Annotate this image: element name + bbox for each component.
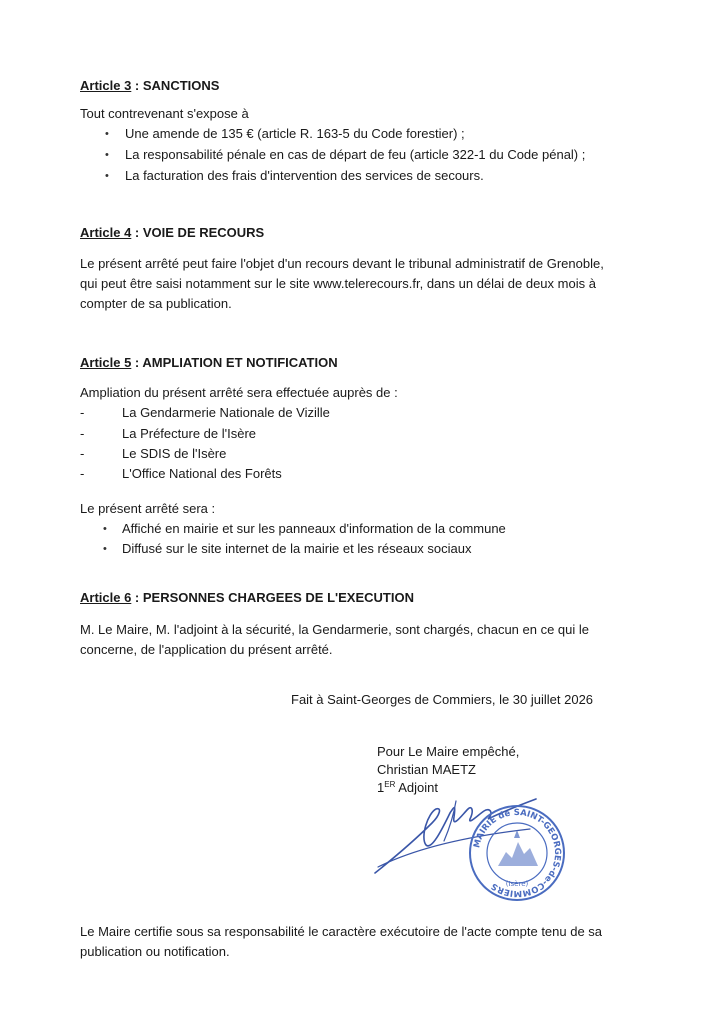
article5-title: AMPLIATION ET NOTIFICATION	[142, 355, 338, 370]
bullet-icon: •	[103, 523, 107, 535]
article3-heading	[80, 78, 219, 93]
article6-title: PERSONNES CHARGEES DE L'EXECUTION	[142, 590, 414, 605]
article5-intro2: Le présent arrêté sera :	[80, 501, 216, 516]
recipient-item: La Préfecture de l'Isère	[122, 426, 256, 441]
article6-heading	[80, 590, 414, 605]
bullet-icon: •	[105, 170, 109, 182]
bullet-icon: •	[103, 543, 107, 555]
rank-word: Adjoint	[395, 780, 439, 795]
article5-heading	[80, 355, 338, 370]
article5-intro: Ampliation du présent arrêté sera effectuée auprès de :	[80, 385, 398, 400]
rank-number: 1	[377, 780, 385, 795]
bullet-icon: •	[105, 149, 109, 161]
signatory-title: Pour Le Maire empêché,	[377, 744, 520, 759]
article4-sep: :	[131, 225, 143, 240]
recipient-item: Le SDIS de l'Isère	[122, 446, 227, 461]
article3-item: La facturation des frais d'intervention des services de secours.	[125, 168, 484, 183]
article6-sep: :	[131, 590, 143, 605]
place-date: Fait à Saint-Georges de Commiers, le 30 juillet 2026	[291, 692, 594, 707]
dash-marker: -	[80, 446, 85, 461]
article3-number: Article 3	[80, 78, 132, 93]
article4-line: compter de sa publication.	[80, 296, 232, 311]
recipient-item: La Gendarmerie Nationale de Vizille	[122, 405, 330, 420]
article4-line: qui peut être saisi notamment sur le site www.telerecours.fr, dans un délai de deux mois à	[80, 276, 596, 291]
action-item: Affiché en mairie et sur les panneaux d'information de la commune	[122, 521, 506, 536]
svg-text:MAIRIE de SAINT-GEORGES-de-COM: MAIRIE de SAINT-GEORGES-de-COMMIERS	[472, 807, 563, 899]
svg-text:(Isère): (Isère)	[505, 880, 529, 888]
article4-line: Le présent arrêté peut faire l'objet d'un recours devant le tribunal administratif de Grenoble,	[80, 256, 604, 271]
footer-line: Le Maire certifie sous sa responsabilité le caractère exécutoire de l'acte compte tenu de sa	[80, 924, 603, 939]
article3-item: La responsabilité pénale en cas de départ de feu (article 322-1 du Code pénal) ;	[125, 147, 586, 162]
municipal-stamp	[468, 804, 566, 902]
article4-title: VOIE DE RECOURS	[142, 225, 265, 240]
article4-heading	[80, 225, 264, 240]
recipient-item: L'Office National des Forêts	[122, 466, 282, 481]
dash-marker: -	[80, 405, 85, 420]
article4-number: Article 4	[80, 225, 132, 240]
article3-title: SANCTIONS	[142, 78, 220, 93]
dash-marker: -	[80, 426, 85, 441]
article6-line: concerne, de l'application du présent arrêté.	[80, 642, 333, 657]
signatory-name: Christian MAETZ	[377, 762, 476, 777]
article6-number: Article 6	[80, 590, 132, 605]
rank-superscript: ER	[384, 780, 396, 789]
article5-sep: :	[131, 355, 143, 370]
article3-item: Une amende de 135 € (article R. 163-5 du Code forestier) ;	[125, 126, 465, 141]
article3-sep: :	[131, 78, 143, 93]
dash-marker: -	[80, 466, 85, 481]
footer-line: publication ou notification.	[80, 944, 230, 959]
article5-number: Article 5	[80, 355, 132, 370]
bullet-icon: •	[105, 128, 109, 140]
action-item: Diffusé sur le site internet de la mairie et les réseaux sociaux	[122, 541, 472, 556]
article6-line: M. Le Maire, M. l'adjoint à la sécurité, la Gendarmerie, sont chargés, chacun en ce qui le	[80, 622, 590, 637]
article3-intro: Tout contrevenant s'expose à	[80, 106, 249, 121]
